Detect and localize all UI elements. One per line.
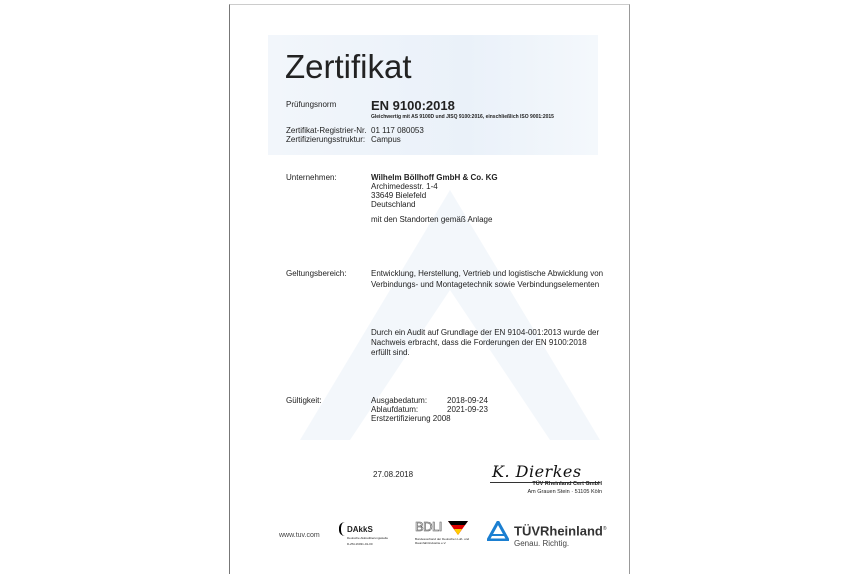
audit-line: Durch ein Audit auf Grundlage der EN 9104-001:2013 wurde der (371, 328, 600, 337)
signature-name: K. Dierkes (492, 462, 582, 481)
company-label: Unternehmen: (286, 173, 337, 182)
structure-value: Campus (371, 135, 401, 144)
issue-date: 2018-09-24 (447, 396, 488, 405)
bdli-sub: Bundesverband der Deutschen Luft- und Raumfahrtindustrie e.V. (415, 537, 470, 545)
company-country: Deutschland (371, 200, 416, 209)
tuv-triangle-icon (487, 521, 509, 541)
audit-line: Nachweis erbracht, dass die Forderungen der EN 9100:2018 (371, 338, 587, 347)
audit-line: erfüllt sind. (371, 348, 410, 357)
expiry-date: 2021-09-23 (447, 405, 488, 414)
scope-label: Geltungsbereich: (286, 269, 347, 278)
validity-label: Gültigkeit: (286, 396, 322, 405)
structure-label: Zertifizierungsstruktur: (286, 135, 366, 144)
company-name: Wilhelm Böllhoff GmbH & Co. KG (371, 173, 498, 182)
scope-line: Entwicklung, Herstellung, Vertrieb und logistische Abwicklung von (371, 269, 604, 278)
standard-value: EN 9100:2018 (371, 98, 455, 113)
standard-note: Gleichwertig mit AS 9100D und JISQ 9100:2016, einschließlich ISO 9001:2015 (371, 114, 554, 120)
signing-date: 27.08.2018 (373, 470, 414, 479)
issue-label: Ausgabedatum: (371, 396, 428, 405)
signature-org: TÜV Rheinland Cert GmbH (532, 481, 602, 487)
bdli-text: BDLI (415, 519, 442, 534)
scope-line: Verbindungs- und Montagetechnik sowie Verbindungselementen (371, 280, 600, 289)
dakks-sub: Deutsche Akkreditierungsstelle (347, 536, 389, 540)
german-flag-icon (448, 521, 468, 535)
tuv-registered: ® (602, 526, 607, 532)
register-value: 01 117 080053 (371, 126, 424, 135)
dakks-id: D-ZM-16031-01-00 (347, 542, 373, 546)
website-link[interactable]: www.tuv.com (279, 532, 320, 539)
expiry-label: Ablaufdatum: (371, 405, 419, 414)
standard-label: Prüfungsnorm (286, 100, 337, 109)
tuv-slogan: Genau. Richtig. (514, 539, 570, 548)
tuv-logo (487, 521, 607, 548)
register-label: Zertifikat-Registrier-Nr. (286, 126, 367, 135)
page-title: Zertifikat (285, 48, 412, 85)
signature-address: Am Grauen Stein · 51105 Köln (527, 489, 602, 495)
side-legal-text (228, 300, 233, 560)
company-city: 33649 Bielefeld (371, 191, 427, 200)
company-street: Archimedesstr. 1-4 (371, 182, 438, 191)
company-sites: mit den Standorten gemäß Anlage (371, 215, 493, 224)
first-certification: Erstzertifizierung 2008 (371, 414, 451, 423)
dakks-text: DAkkS (347, 525, 373, 534)
tuv-text: TÜVRheinland (514, 523, 603, 539)
